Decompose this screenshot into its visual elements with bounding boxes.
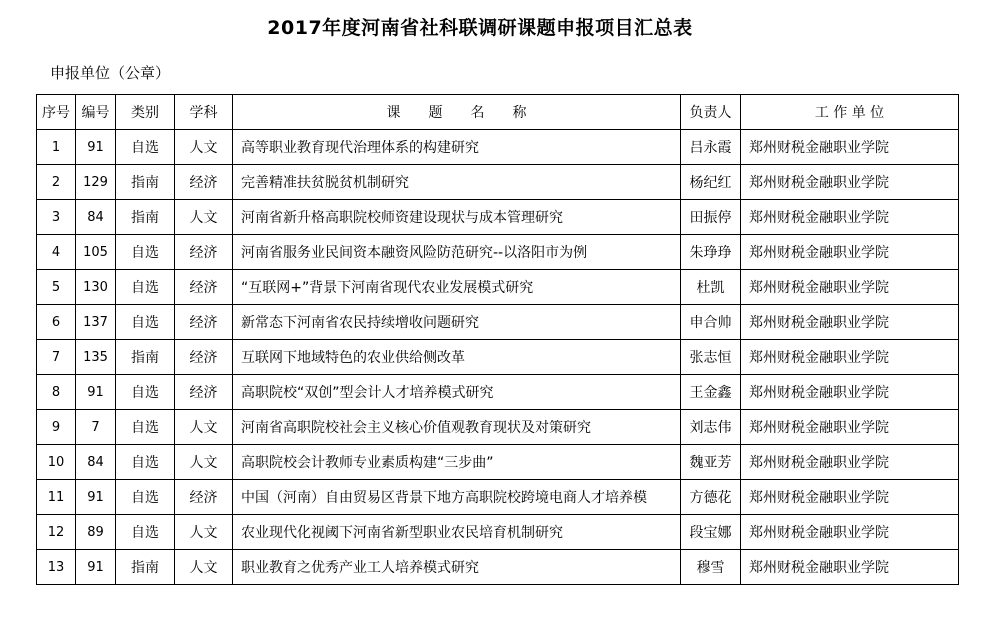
cell-discipline: 经济 bbox=[175, 270, 233, 305]
cell-discipline: 人文 bbox=[175, 410, 233, 445]
cell-discipline: 人文 bbox=[175, 200, 233, 235]
cell-serial: 7 bbox=[37, 340, 76, 375]
cell-category: 自选 bbox=[116, 270, 175, 305]
table-row bbox=[37, 550, 959, 585]
cell-category: 指南 bbox=[116, 200, 175, 235]
page-title: 2017年度河南省社科联调研课题申报项目汇总表 bbox=[267, 17, 693, 39]
cell-work-unit: 郑州财税金融职业学院 bbox=[741, 410, 959, 445]
cell-discipline: 人文 bbox=[175, 130, 233, 165]
applicant-unit-label: 申报单位（公章） bbox=[50, 64, 171, 82]
cell-serial: 3 bbox=[37, 200, 76, 235]
cell-number: 89 bbox=[76, 515, 116, 550]
cell-leader: 申合帅 bbox=[681, 305, 741, 340]
cell-discipline: 经济 bbox=[175, 165, 233, 200]
cell-topic-name: 互联网下地域特色的农业供给侧改革 bbox=[233, 340, 681, 375]
cell-category: 自选 bbox=[116, 375, 175, 410]
table-row bbox=[37, 445, 959, 480]
cell-topic-name: 高等职业教育现代治理体系的构建研究 bbox=[233, 130, 681, 165]
cell-work-unit: 郑州财税金融职业学院 bbox=[741, 270, 959, 305]
cell-discipline: 经济 bbox=[175, 305, 233, 340]
cell-category: 自选 bbox=[116, 445, 175, 480]
cell-leader: 王金鑫 bbox=[681, 375, 741, 410]
cell-serial: 10 bbox=[37, 445, 76, 480]
cell-serial: 12 bbox=[37, 515, 76, 550]
table-row bbox=[37, 480, 959, 515]
cell-category: 自选 bbox=[116, 130, 175, 165]
cell-topic-name: 职业教育之优秀产业工人培养模式研究 bbox=[233, 550, 681, 585]
cell-work-unit: 郑州财税金融职业学院 bbox=[741, 165, 959, 200]
cell-leader: 田振停 bbox=[681, 200, 741, 235]
cell-serial: 6 bbox=[37, 305, 76, 340]
cell-number: 91 bbox=[76, 550, 116, 585]
cell-work-unit: 郑州财税金融职业学院 bbox=[741, 200, 959, 235]
cell-leader: 杜凯 bbox=[681, 270, 741, 305]
header-work-unit: 工 作 单 位 bbox=[741, 95, 959, 130]
cell-category: 指南 bbox=[116, 340, 175, 375]
cell-number: 135 bbox=[76, 340, 116, 375]
cell-topic-name: 河南省高职院校社会主义核心价值观教育现状及对策研究 bbox=[233, 410, 681, 445]
cell-work-unit: 郑州财税金融职业学院 bbox=[741, 445, 959, 480]
cell-topic-name: 高职院校会计教师专业素质构建“三步曲” bbox=[233, 445, 681, 480]
cell-number: 84 bbox=[76, 445, 116, 480]
table-row bbox=[37, 410, 959, 445]
cell-category: 自选 bbox=[116, 235, 175, 270]
table-row bbox=[37, 235, 959, 270]
cell-category: 自选 bbox=[116, 305, 175, 340]
cell-leader: 张志恒 bbox=[681, 340, 741, 375]
cell-serial: 8 bbox=[37, 375, 76, 410]
header-leader: 负责人 bbox=[681, 95, 741, 130]
cell-number: 105 bbox=[76, 235, 116, 270]
cell-work-unit: 郑州财税金融职业学院 bbox=[741, 515, 959, 550]
cell-category: 自选 bbox=[116, 480, 175, 515]
cell-topic-name: 农业现代化视阈下河南省新型职业农民培育机制研究 bbox=[233, 515, 681, 550]
cell-leader: 穆雪 bbox=[681, 550, 741, 585]
table-row bbox=[37, 130, 959, 165]
table-row bbox=[37, 200, 959, 235]
cell-discipline: 经济 bbox=[175, 480, 233, 515]
cell-number: 137 bbox=[76, 305, 116, 340]
cell-topic-name: “互联网+”背景下河南省现代农业发展模式研究 bbox=[233, 270, 681, 305]
cell-category: 自选 bbox=[116, 410, 175, 445]
cell-number: 91 bbox=[76, 480, 116, 515]
cell-leader: 朱琤琤 bbox=[681, 235, 741, 270]
cell-discipline: 人文 bbox=[175, 515, 233, 550]
cell-topic-name: 新常态下河南省农民持续增收问题研究 bbox=[233, 305, 681, 340]
cell-leader: 吕永霞 bbox=[681, 130, 741, 165]
cell-number: 91 bbox=[76, 130, 116, 165]
cell-work-unit: 郑州财税金融职业学院 bbox=[741, 130, 959, 165]
cell-work-unit: 郑州财税金融职业学院 bbox=[741, 375, 959, 410]
cell-work-unit: 郑州财税金融职业学院 bbox=[741, 550, 959, 585]
header-category: 类别 bbox=[116, 95, 175, 130]
cell-serial: 5 bbox=[37, 270, 76, 305]
cell-number: 84 bbox=[76, 200, 116, 235]
table-row bbox=[37, 305, 959, 340]
cell-topic-name: 完善精准扶贫脱贫机制研究 bbox=[233, 165, 681, 200]
cell-serial: 1 bbox=[37, 130, 76, 165]
table-row bbox=[37, 165, 959, 200]
cell-leader: 魏亚芳 bbox=[681, 445, 741, 480]
cell-serial: 4 bbox=[37, 235, 76, 270]
cell-work-unit: 郑州财税金融职业学院 bbox=[741, 340, 959, 375]
cell-work-unit: 郑州财税金融职业学院 bbox=[741, 235, 959, 270]
cell-topic-name: 中国（河南）自由贸易区背景下地方高职院校跨境电商人才培养模 bbox=[233, 480, 681, 515]
cell-category: 自选 bbox=[116, 515, 175, 550]
table-row bbox=[37, 270, 959, 305]
cell-serial: 2 bbox=[37, 165, 76, 200]
cell-work-unit: 郑州财税金融职业学院 bbox=[741, 305, 959, 340]
cell-leader: 方德花 bbox=[681, 480, 741, 515]
cell-serial: 13 bbox=[37, 550, 76, 585]
cell-leader: 杨纪红 bbox=[681, 165, 741, 200]
cell-topic-name: 河南省新升格高职院校师资建设现状与成本管理研究 bbox=[233, 200, 681, 235]
header-topic-name: 课 题 名 称 bbox=[233, 95, 681, 130]
table-row bbox=[37, 340, 959, 375]
cell-number: 129 bbox=[76, 165, 116, 200]
cell-topic-name: 高职院校“双创”型会计人才培养模式研究 bbox=[233, 375, 681, 410]
header-number: 编号 bbox=[76, 95, 116, 130]
cell-category: 指南 bbox=[116, 550, 175, 585]
header-discipline: 学科 bbox=[175, 95, 233, 130]
cell-serial: 9 bbox=[37, 410, 76, 445]
cell-number: 91 bbox=[76, 375, 116, 410]
table-row bbox=[37, 375, 959, 410]
cell-number: 130 bbox=[76, 270, 116, 305]
project-summary-table bbox=[36, 94, 959, 585]
header-serial: 序号 bbox=[37, 95, 76, 130]
cell-category: 指南 bbox=[116, 165, 175, 200]
cell-discipline: 经济 bbox=[175, 235, 233, 270]
cell-discipline: 人文 bbox=[175, 550, 233, 585]
cell-discipline: 经济 bbox=[175, 375, 233, 410]
cell-discipline: 人文 bbox=[175, 445, 233, 480]
cell-number: 7 bbox=[76, 410, 116, 445]
cell-leader: 段宝娜 bbox=[681, 515, 741, 550]
table-row bbox=[37, 515, 959, 550]
cell-leader: 刘志伟 bbox=[681, 410, 741, 445]
cell-work-unit: 郑州财税金融职业学院 bbox=[741, 480, 959, 515]
cell-serial: 11 bbox=[37, 480, 76, 515]
cell-discipline: 经济 bbox=[175, 340, 233, 375]
cell-topic-name: 河南省服务业民间资本融资风险防范研究--以洛阳市为例 bbox=[233, 235, 681, 270]
table-header-row bbox=[37, 95, 959, 130]
